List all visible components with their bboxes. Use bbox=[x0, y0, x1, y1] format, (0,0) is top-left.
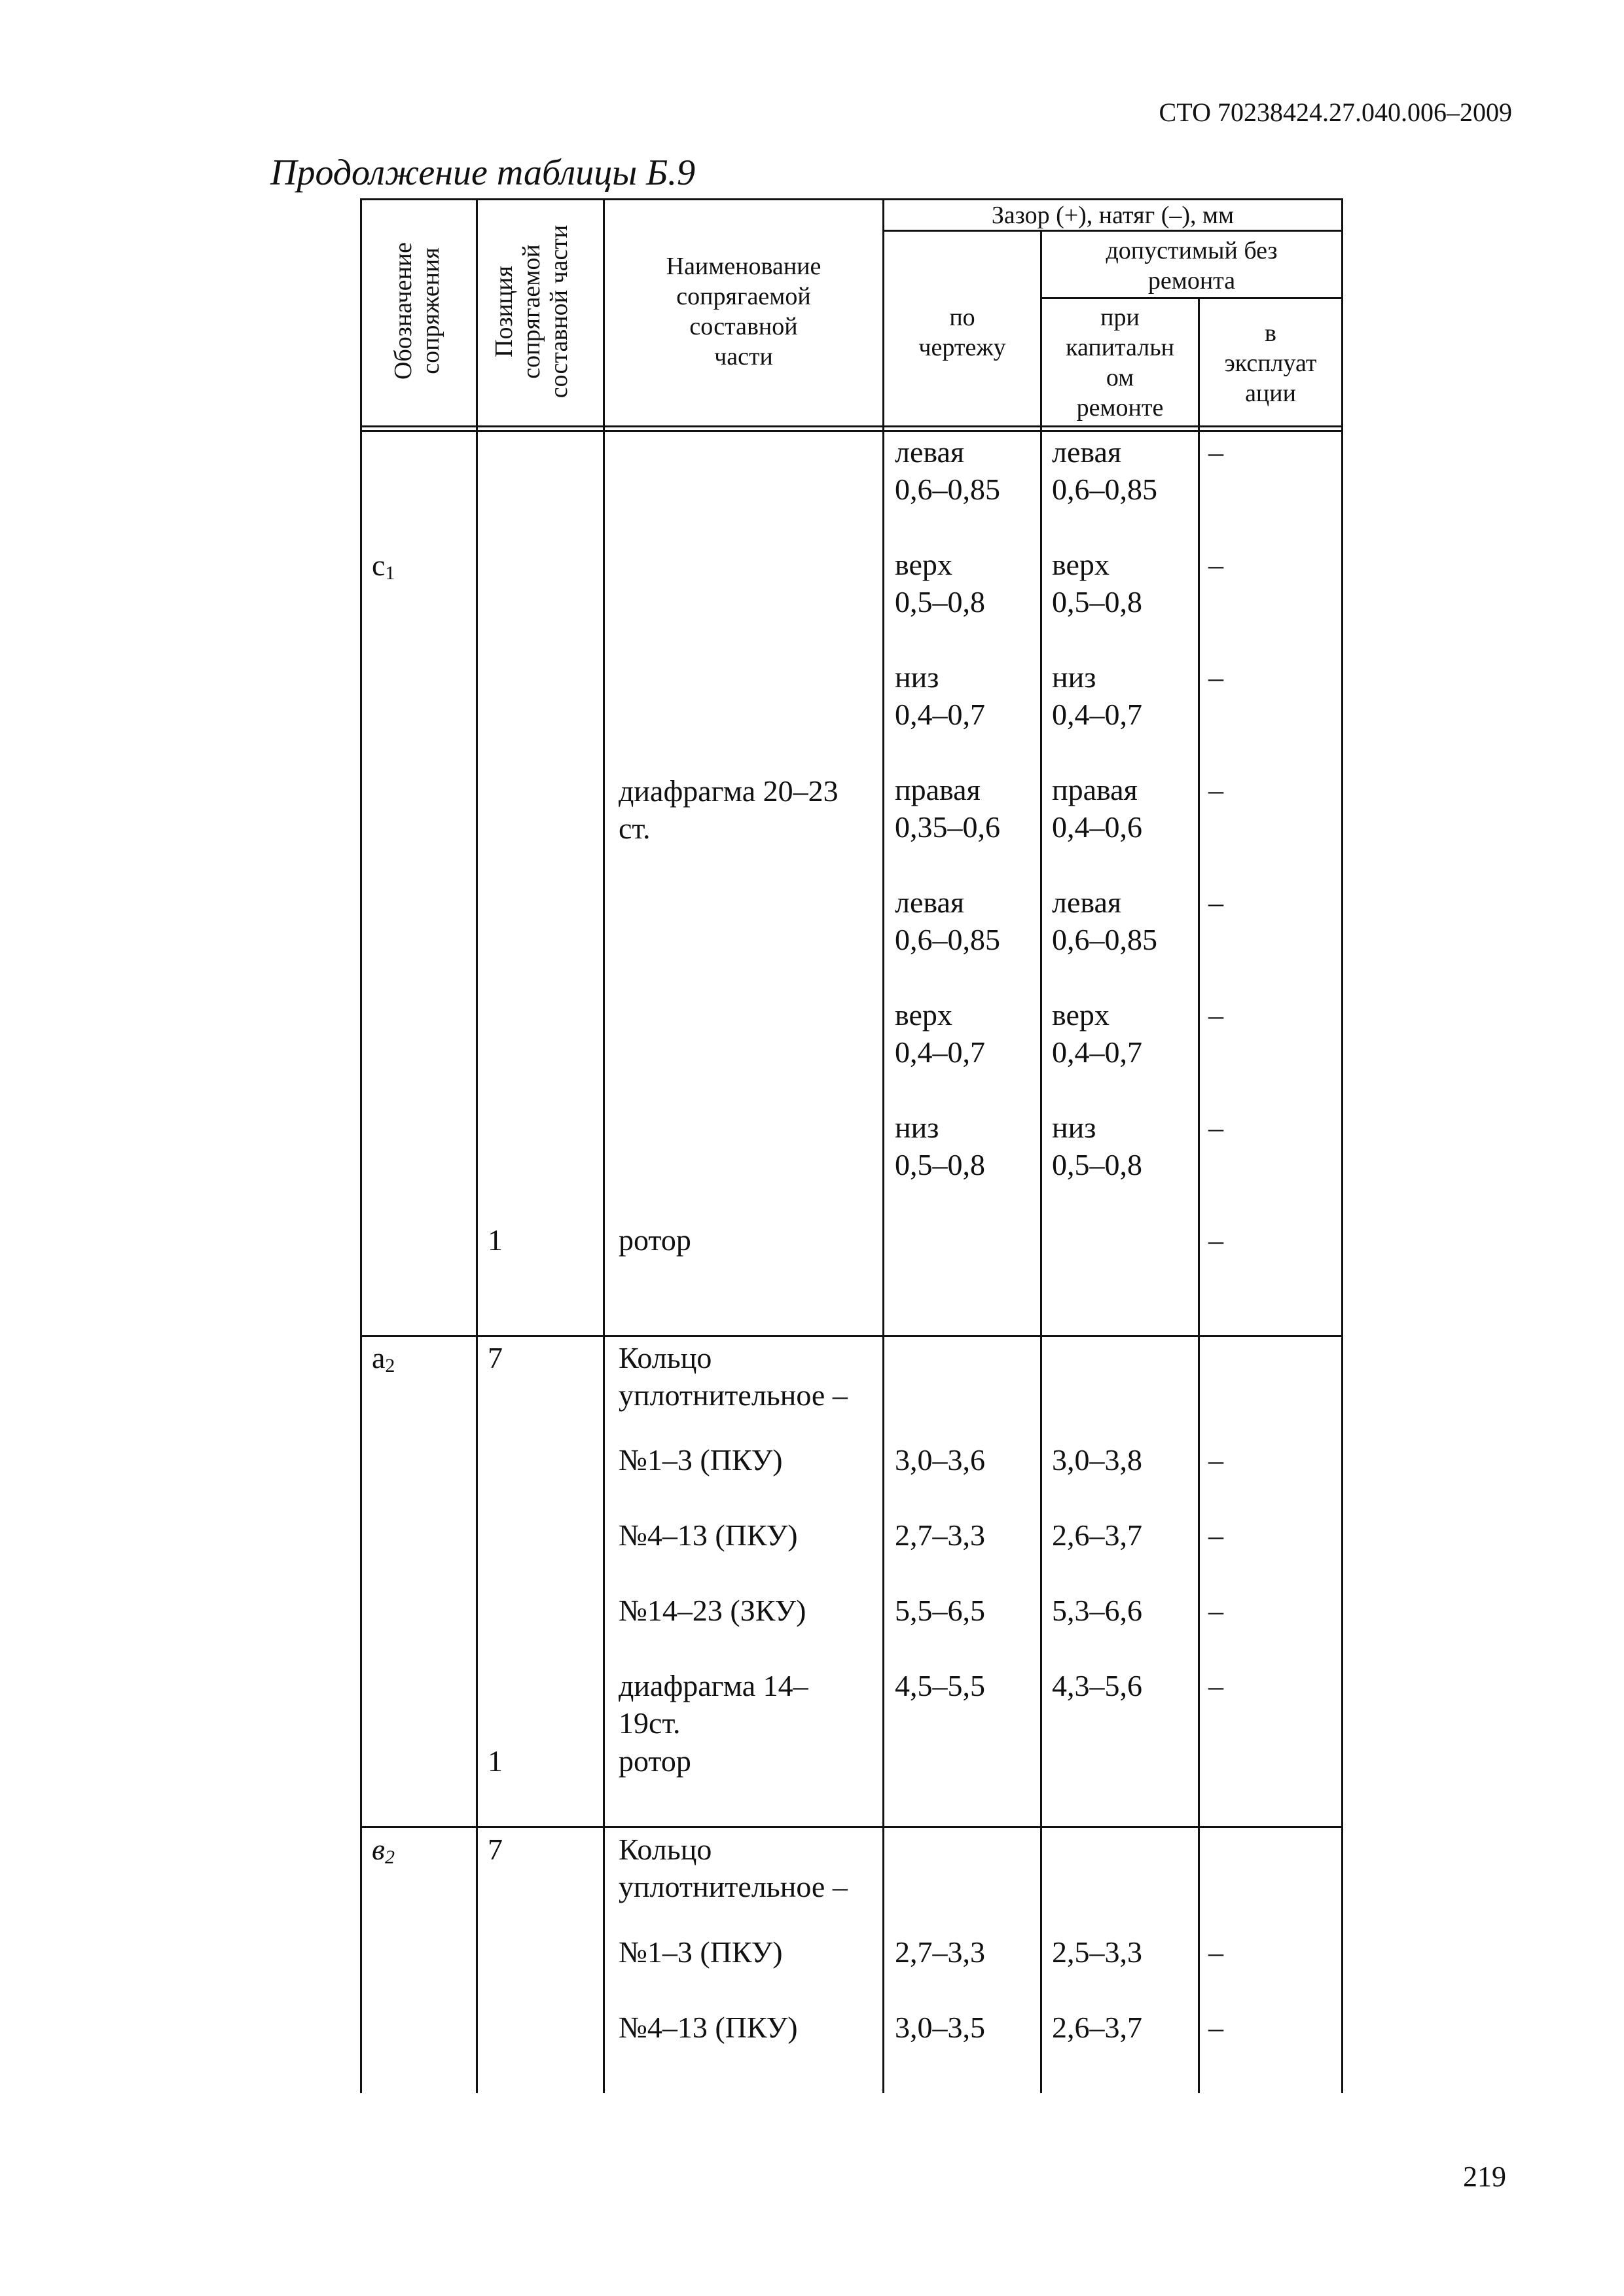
header-position-line: составной части bbox=[545, 224, 573, 399]
value-line: низ bbox=[1052, 1111, 1096, 1144]
s2-diaphragm-overhaul: 4,3–5,6 bbox=[1052, 1669, 1142, 1702]
header-overhaul bbox=[1042, 302, 1198, 423]
rule-header-bottom-2 bbox=[360, 430, 1343, 432]
designation-v2 bbox=[372, 1831, 395, 1868]
header-position-line: Позиция bbox=[490, 266, 518, 357]
header-name-line: Наименование bbox=[666, 253, 821, 280]
s1-rotor-operation: – bbox=[1208, 1223, 1223, 1257]
designation-letter: а bbox=[372, 1341, 386, 1374]
page-number: 219 bbox=[1463, 2161, 1506, 2193]
s1-row-1-drawing bbox=[895, 433, 1000, 508]
s2-row-3-drawing: 5,5–6,5 bbox=[895, 1594, 985, 1627]
rule-col-5 bbox=[1040, 230, 1042, 2093]
ring-line: Кольцо bbox=[619, 1341, 712, 1374]
header-drawing-line: чертежу bbox=[918, 334, 1006, 361]
document-code: СТО 70238424.27.040.006–2009 bbox=[1159, 98, 1512, 127]
value-line: левая bbox=[1052, 886, 1122, 919]
diaphragm-line: диафрагма 14– bbox=[619, 1669, 808, 1702]
value-line: 0,4–0,7 bbox=[1052, 698, 1142, 731]
header-allowed-line: ремонта bbox=[1147, 267, 1236, 295]
header-designation bbox=[389, 200, 448, 422]
ring-line: Кольцо bbox=[619, 1833, 712, 1866]
s1-row-4-operation: – bbox=[1208, 773, 1223, 806]
s1-row-3-drawing bbox=[895, 658, 985, 733]
header-name-line: сопрягаемой bbox=[676, 283, 811, 310]
s1-row-4-overhaul bbox=[1052, 771, 1142, 846]
designation-letter: с bbox=[372, 548, 386, 582]
header-overhaul-line: при bbox=[1100, 304, 1140, 331]
s1-row-1-operation: – bbox=[1208, 435, 1223, 469]
s2-row-2-operation: – bbox=[1208, 1518, 1223, 1552]
value-line: низ bbox=[895, 660, 939, 694]
value-line: 0,6–0,85 bbox=[895, 473, 1000, 506]
designation-c1 bbox=[372, 547, 395, 584]
table-caption: Продолжение таблицы Б.9 bbox=[270, 152, 696, 193]
rule-section-3 bbox=[360, 1826, 1343, 1828]
s1-row-2-operation: – bbox=[1208, 548, 1223, 581]
rule-right bbox=[1341, 198, 1343, 2093]
rule-col-6 bbox=[1198, 297, 1200, 2093]
header-part-name bbox=[605, 251, 882, 372]
header-allowed-group bbox=[1042, 236, 1341, 296]
header-drawing-line: по bbox=[949, 304, 975, 331]
s1-row-6-drawing bbox=[895, 996, 985, 1071]
ring-line: уплотнительное – bbox=[619, 1870, 848, 1903]
rule-section-2 bbox=[360, 1335, 1343, 1337]
header-overhaul-line: ремонте bbox=[1076, 394, 1164, 422]
s2-row-1-drawing: 3,0–3,6 bbox=[895, 1443, 985, 1477]
header-overhaul-line: капитальн bbox=[1066, 334, 1174, 361]
value-line: 0,5–0,8 bbox=[895, 1148, 985, 1181]
s1-row-7-drawing bbox=[895, 1109, 985, 1183]
value-line: 0,6–0,85 bbox=[1052, 923, 1157, 956]
header-designation-line: сопряжения bbox=[417, 247, 444, 374]
designation-a2 bbox=[372, 1339, 395, 1376]
value-line: 0,35–0,6 bbox=[895, 810, 1000, 844]
part-name-line: ст. bbox=[619, 812, 651, 845]
s2-position: 7 bbox=[488, 1341, 503, 1374]
s1-rotor-name: ротор bbox=[619, 1223, 691, 1257]
header-position-line: сопрягаемой bbox=[518, 244, 545, 379]
s2-rotor-position: 1 bbox=[488, 1744, 503, 1778]
value-line: левая bbox=[895, 886, 965, 919]
header-operation bbox=[1200, 318, 1341, 408]
s1-row-7-overhaul bbox=[1052, 1109, 1142, 1183]
header-designation-line: Обозначение bbox=[389, 242, 417, 380]
value-line: верх bbox=[1052, 998, 1110, 1031]
s1-row-5-drawing bbox=[895, 884, 1000, 958]
s1-row-6-operation: – bbox=[1208, 998, 1223, 1031]
value-line: верх bbox=[895, 998, 952, 1031]
designation-subscript: 1 bbox=[385, 562, 395, 584]
s2-row-3-operation: – bbox=[1208, 1594, 1223, 1627]
value-line: 0,4–0,7 bbox=[895, 1035, 985, 1069]
header-position bbox=[490, 197, 577, 426]
s3-row-1-overhaul: 2,5–3,3 bbox=[1052, 1935, 1142, 1969]
header-operation-line: ации bbox=[1245, 380, 1296, 407]
s2-row-2-name: №4–13 (ПКУ) bbox=[619, 1518, 798, 1552]
designation-letter: в bbox=[372, 1833, 385, 1866]
header-operation-line: в bbox=[1265, 319, 1276, 347]
header-name-line: составной bbox=[689, 313, 798, 340]
s3-row-2-overhaul: 2,6–3,7 bbox=[1052, 2011, 1142, 2044]
s1-row-5-operation: – bbox=[1208, 886, 1223, 919]
s2-ring-name bbox=[619, 1339, 848, 1414]
diaphragm-line: 19ст. bbox=[619, 1706, 681, 1740]
s2-diaphragm-name bbox=[619, 1667, 808, 1742]
s2-row-2-overhaul: 2,6–3,7 bbox=[1052, 1518, 1142, 1552]
value-line: верх bbox=[1052, 548, 1110, 581]
header-gap-line: Зазор (+), натяг (–), мм bbox=[991, 202, 1235, 229]
header-per-drawing bbox=[884, 302, 1040, 363]
header-operation-line: эксплуат bbox=[1224, 350, 1317, 377]
s3-row-1-name: №1–3 (ПКУ) bbox=[619, 1935, 783, 1969]
value-line: 0,4–0,7 bbox=[1052, 1035, 1142, 1069]
value-line: 0,6–0,85 bbox=[1052, 473, 1157, 506]
header-overhaul-line: ом bbox=[1106, 364, 1134, 391]
s2-diaphragm-operation: – bbox=[1208, 1669, 1223, 1702]
value-line: верх bbox=[895, 548, 952, 581]
s3-position: 7 bbox=[488, 1833, 503, 1866]
value-line: правая bbox=[1052, 773, 1138, 806]
rule-col-2 bbox=[476, 198, 478, 2093]
header-name-line: части bbox=[714, 343, 773, 370]
value-line: левая bbox=[895, 435, 965, 469]
part-name-diaphragm-20-23 bbox=[619, 772, 839, 847]
s1-row-3-overhaul bbox=[1052, 658, 1142, 733]
s1-row-1-overhaul bbox=[1052, 433, 1157, 508]
s3-row-2-name: №4–13 (ПКУ) bbox=[619, 2011, 798, 2044]
value-line: 0,4–0,6 bbox=[1052, 810, 1142, 844]
part-name-line: диафрагма 20–23 bbox=[619, 774, 839, 808]
s1-rotor-position: 1 bbox=[488, 1223, 503, 1257]
s3-row-1-operation: – bbox=[1208, 1935, 1223, 1969]
s1-row-5-overhaul bbox=[1052, 884, 1157, 958]
ring-line: уплотнительное – bbox=[619, 1378, 848, 1412]
value-line: правая bbox=[895, 773, 981, 806]
value-line: 0,6–0,85 bbox=[895, 923, 1000, 956]
s2-rotor-name: ротор bbox=[619, 1744, 691, 1778]
s1-row-2-overhaul bbox=[1052, 546, 1142, 620]
s2-row-3-overhaul: 5,3–6,6 bbox=[1052, 1594, 1142, 1627]
s2-row-1-name: №1–3 (ПКУ) bbox=[619, 1443, 783, 1477]
s1-row-2-drawing bbox=[895, 546, 985, 620]
value-line: низ bbox=[1052, 660, 1096, 694]
value-line: 0,5–0,8 bbox=[895, 585, 985, 619]
value-line: 0,4–0,7 bbox=[895, 698, 985, 731]
s2-row-1-operation: – bbox=[1208, 1443, 1223, 1477]
s3-ring-name bbox=[619, 1831, 848, 1905]
header-gap-group bbox=[884, 200, 1341, 230]
header-allowed-line: допустимый без bbox=[1106, 237, 1278, 264]
s3-row-2-operation: – bbox=[1208, 2011, 1223, 2044]
value-line: низ bbox=[895, 1111, 939, 1144]
s3-row-2-drawing: 3,0–3,5 bbox=[895, 2011, 985, 2044]
s1-row-3-operation: – bbox=[1208, 660, 1223, 694]
value-line: левая bbox=[1052, 435, 1122, 469]
rule-left bbox=[360, 198, 362, 2093]
rule-col-4 bbox=[882, 198, 884, 2093]
s2-row-2-drawing: 2,7–3,3 bbox=[895, 1518, 985, 1552]
rule-col-3 bbox=[603, 198, 605, 2093]
s2-diaphragm-drawing: 4,5–5,5 bbox=[895, 1669, 985, 1702]
s3-row-1-drawing: 2,7–3,3 bbox=[895, 1935, 985, 1969]
s2-row-3-name: №14–23 (ЗКУ) bbox=[619, 1594, 806, 1627]
designation-subscript: 2 bbox=[384, 1846, 395, 1868]
s2-row-1-overhaul: 3,0–3,8 bbox=[1052, 1443, 1142, 1477]
designation-subscript: 2 bbox=[385, 1355, 395, 1376]
s1-row-6-overhaul bbox=[1052, 996, 1142, 1071]
value-line: 0,5–0,8 bbox=[1052, 585, 1142, 619]
s1-row-7-operation: – bbox=[1208, 1111, 1223, 1144]
value-line: 0,5–0,8 bbox=[1052, 1148, 1142, 1181]
s1-row-4-drawing bbox=[895, 771, 1000, 846]
rule-allowed-group bbox=[1040, 297, 1343, 299]
